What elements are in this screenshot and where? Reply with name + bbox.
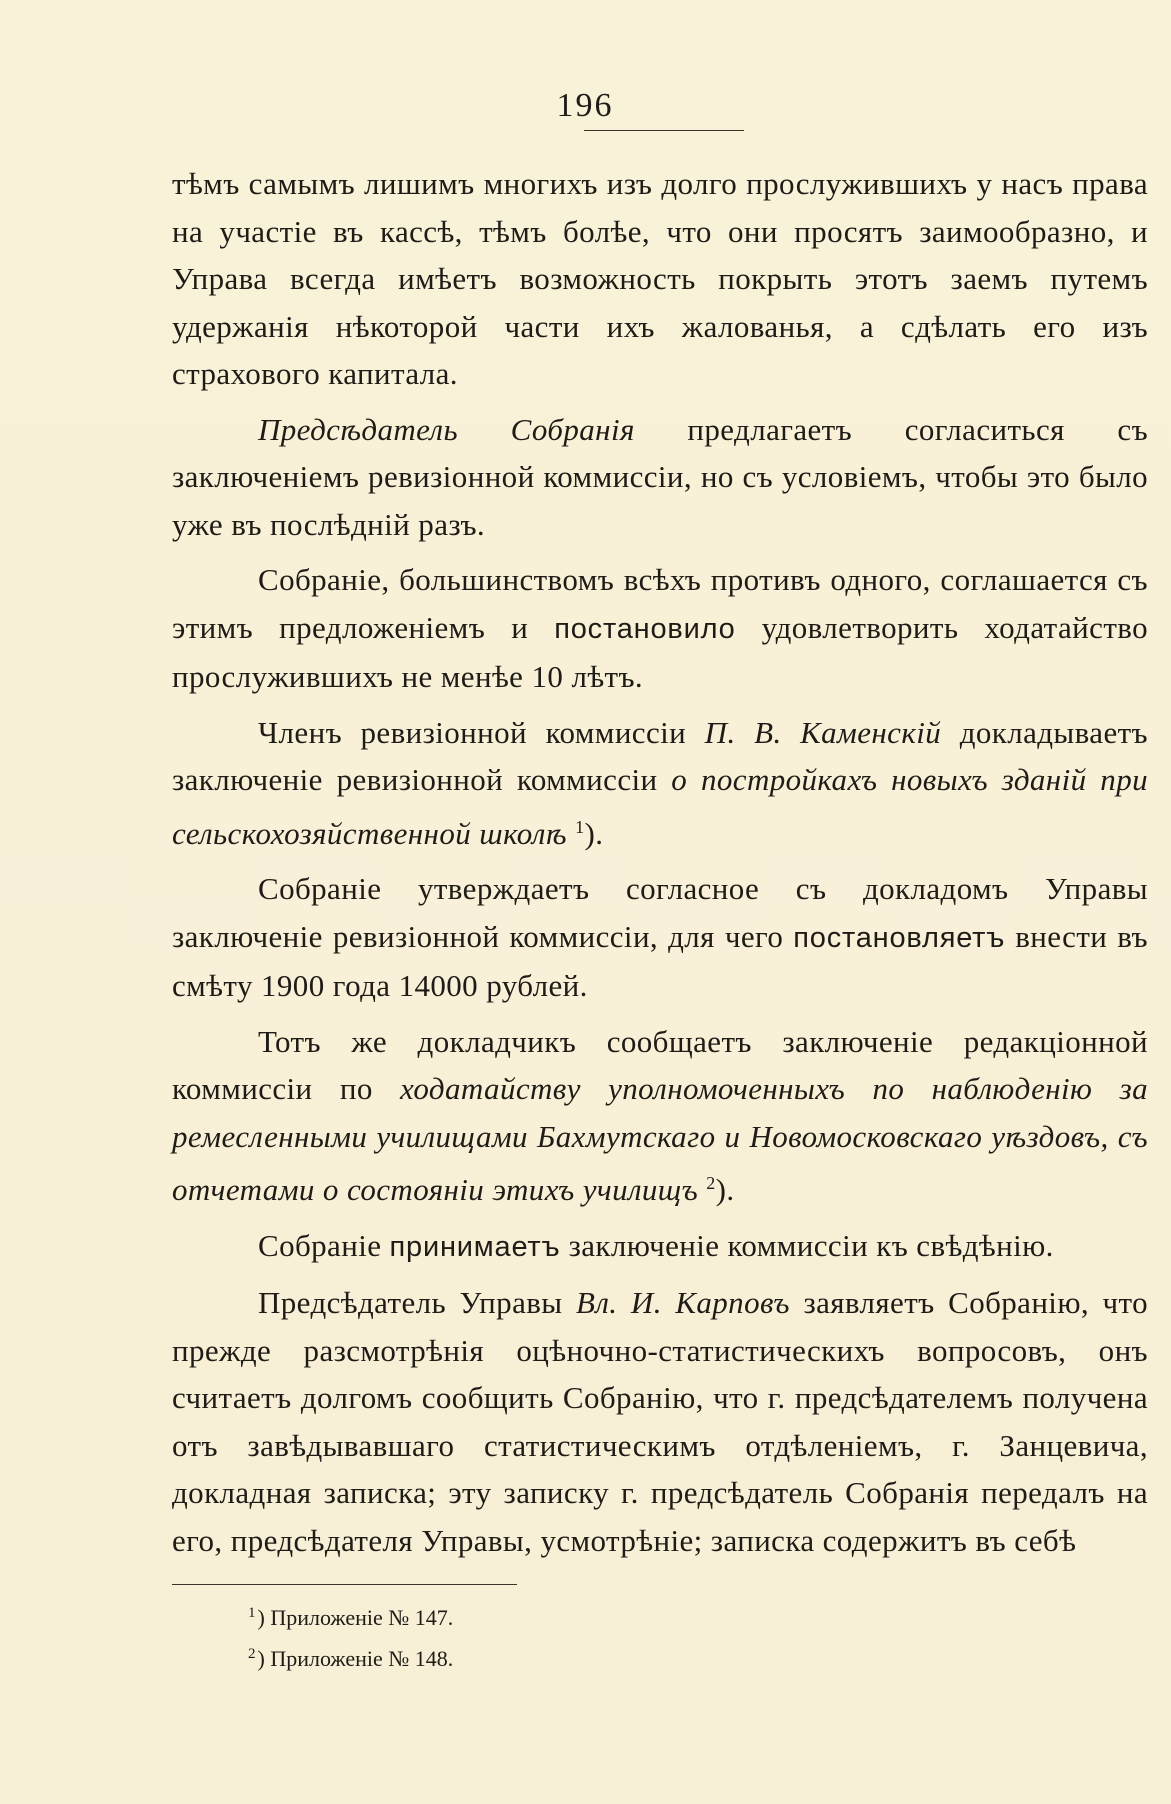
footnote-1	[248, 1595, 453, 1636]
paragraph-6	[172, 1018, 1148, 1214]
footnote-1-text: ) Приложеніе № 147.	[257, 1605, 454, 1630]
resolution-word: постановляетъ	[793, 921, 1006, 954]
resolution-word: постановило	[554, 612, 736, 645]
footnote-2-text: ) Приложеніе № 148.	[257, 1646, 454, 1671]
speaker-name: Вл. И. Карповъ	[576, 1285, 790, 1320]
footnote-ref-2: 2	[706, 1173, 716, 1193]
chairman-title: Предсѣдатель Собранія	[258, 411, 635, 447]
paragraph-4	[172, 709, 1148, 858]
paragraph-7-text-2: заключеніе коммиссіи къ свѣдѣнію.	[560, 1227, 1054, 1263]
paragraph-6-text-2: ).	[715, 1172, 735, 1207]
resolution-word: принимаетъ	[389, 1230, 561, 1263]
speaker-name: П. В. Каменскій	[704, 714, 942, 750]
paragraph-8	[172, 1279, 1148, 1564]
paragraph-3-text-1: Собраніе, большинствомъ всѣхъ противъ одного, соглашается съ этимъ предложеніемъ и	[172, 562, 1148, 645]
paragraph-2	[172, 406, 1148, 549]
paragraph-7-text-1: Собраніе	[258, 1227, 390, 1263]
footnote-2-mark: 2	[248, 1646, 256, 1662]
paragraph-2-text: предлагаетъ согласиться съ заключеніемъ ревизіонной коммиссіи, но съ условіемъ, чтобы это было уже въ послѣдній разъ.	[172, 411, 1148, 542]
paragraph-4-text-1: Членъ ревизіонной коммиссіи	[258, 714, 705, 750]
footnotes	[248, 1595, 453, 1677]
paragraph-4-text-2: докладываетъ заключеніе ревизіонной коммиссіи	[172, 714, 1148, 797]
page-number: 196	[556, 87, 614, 124]
footnote-2	[248, 1636, 453, 1677]
body-text	[172, 160, 1148, 1572]
petition-topic: ходатайству уполномоченныхъ по наблюденію за ремесленными училищами Бахмутскаго и Новомосковскаго уѣздовъ, съ отчетами о состояніи этихъ училищъ	[172, 1071, 1148, 1207]
footnote-rule	[172, 1584, 517, 1585]
footnote-ref-1: 1	[575, 816, 585, 837]
paragraph-6-text-1: Тотъ же докладчикъ сообщаетъ заключеніе редакціонной коммиссіи по	[172, 1023, 1148, 1106]
paragraph-5	[172, 865, 1148, 1010]
paragraph-1-text: тѣмъ самымъ лишимъ многихъ изъ долго прослужившихъ у насъ права на участіе въ кассѣ, тѣмъ болѣе, что они просятъ заимообразно, и Управа всегда имѣетъ возможность покрыть этотъ заемъ путемъ удержанія нѣкоторой части ихъ жалованья, а сдѣлать его изъ страхового капитала.	[172, 166, 1148, 391]
paragraph-3	[172, 556, 1148, 701]
paragraph-8-text-2: заявляетъ Собранію, что прежде разсмотрѣнія оцѣночно-статистическихъ вопросовъ, онъ считаетъ долгомъ сообщить Собранію, что г. предсѣдателемъ получена отъ завѣдывавшаго статистическимъ отдѣленіемъ, г. Занцевича, докладная записка; эту записку г. предсѣдатель Собранія передалъ на его, предсѣдателя Управы, усмотрѣніе; записка содержитъ въ себѣ	[172, 1285, 1148, 1558]
paragraph-4-text-3: ).	[584, 815, 604, 851]
paragraph-5-text-2: внести въ смѣту 1900 года 14000 рублей.	[172, 918, 1148, 1003]
paragraph-1	[172, 160, 1148, 398]
paragraph-7	[172, 1222, 1148, 1272]
page-number-rule	[584, 130, 744, 131]
paragraph-8-text-1: Предсѣдатель Управы	[258, 1285, 577, 1320]
paragraph-3-text-2: удовлетворить ходатайство прослужившихъ не менѣе 10 лѣтъ.	[172, 609, 1148, 694]
paragraph-5-text-1: Собраніе утверждаетъ согласное съ докладомъ Управы заключеніе ревизіонной коммиссіи, для чего	[172, 871, 1148, 954]
report-topic: о постройкахъ новыхъ зданій при сельскохозяйственной школѣ	[172, 762, 1148, 851]
footnote-1-mark: 1	[248, 1605, 256, 1621]
